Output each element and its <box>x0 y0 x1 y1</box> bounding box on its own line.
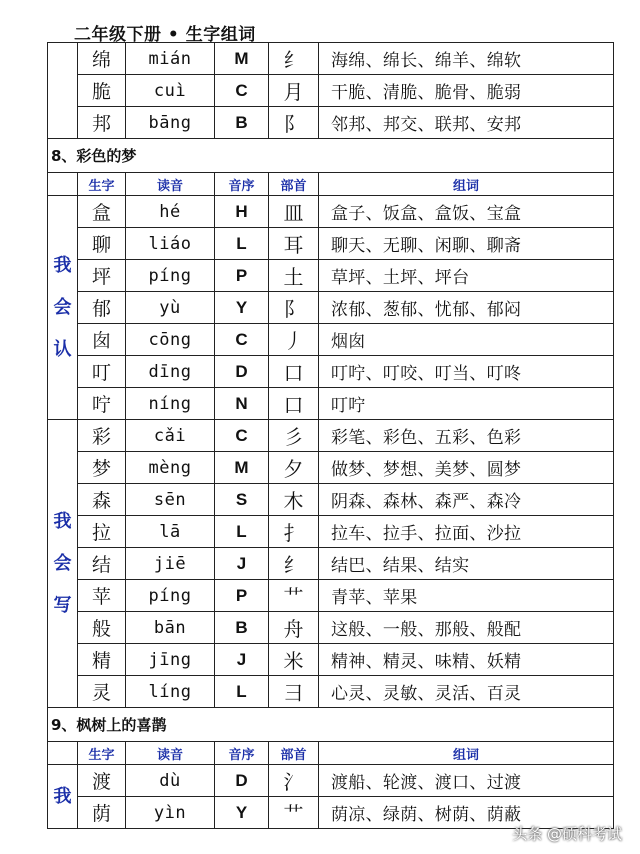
column-header-char: 生字 <box>78 173 126 196</box>
char-cell: 咛 <box>78 388 126 420</box>
pinyin-cell: bān <box>126 612 215 644</box>
words-cell: 结巴、结果、结实 <box>319 548 614 580</box>
order-letter-cell: C <box>215 420 269 452</box>
table-row <box>48 292 614 324</box>
char-cell: 苹 <box>78 580 126 612</box>
pinyin-cell: cuì <box>126 75 215 107</box>
char-cell: 叮 <box>78 356 126 388</box>
radical-cell: 阝 <box>269 292 319 324</box>
order-letter-cell: L <box>215 228 269 260</box>
column-header-row <box>48 742 614 765</box>
words-cell: 渡船、轮渡、渡口、过渡 <box>319 765 614 797</box>
group-label: 我 会 写 <box>48 420 78 708</box>
char-cell: 脆 <box>78 75 126 107</box>
radical-cell: 阝 <box>269 107 319 139</box>
radical-cell: 纟 <box>269 43 319 75</box>
radical-cell: 月 <box>269 75 319 107</box>
column-header-radical: 部首 <box>269 742 319 765</box>
words-cell: 海绵、绵长、绵羊、绵软 <box>319 43 614 75</box>
pinyin-cell: hé <box>126 196 215 228</box>
table-row <box>48 484 614 516</box>
radical-cell: 彡 <box>269 420 319 452</box>
order-letter-cell: B <box>215 107 269 139</box>
radical-cell: 彐 <box>269 676 319 708</box>
order-letter-cell: P <box>215 260 269 292</box>
table-row <box>48 676 614 708</box>
words-cell: 做梦、梦想、美梦、圆梦 <box>319 452 614 484</box>
radical-cell: 耳 <box>269 228 319 260</box>
pinyin-cell: liáo <box>126 228 215 260</box>
char-cell: 拉 <box>78 516 126 548</box>
table-row <box>48 107 614 139</box>
table-row <box>48 388 614 420</box>
column-header-words: 组词 <box>319 742 614 765</box>
group-label <box>48 43 78 139</box>
order-letter-cell: D <box>215 356 269 388</box>
table-row <box>48 260 614 292</box>
words-cell: 荫凉、绿荫、树荫、荫蔽 <box>319 797 614 829</box>
order-letter-cell: L <box>215 676 269 708</box>
char-cell: 彩 <box>78 420 126 452</box>
table-row <box>48 196 614 228</box>
vocab-table <box>47 42 614 829</box>
pinyin-cell: mèng <box>126 452 215 484</box>
column-header-pinyin: 读音 <box>126 173 215 196</box>
pinyin-cell: lā <box>126 516 215 548</box>
radical-cell: 夕 <box>269 452 319 484</box>
radical-cell: 口 <box>269 388 319 420</box>
char-cell: 邦 <box>78 107 126 139</box>
words-cell: 草坪、土坪、坪台 <box>319 260 614 292</box>
table-row <box>48 324 614 356</box>
radical-cell: 氵 <box>269 765 319 797</box>
pinyin-cell: bāng <box>126 107 215 139</box>
radical-cell: 皿 <box>269 196 319 228</box>
radical-cell: 舟 <box>269 612 319 644</box>
radical-cell: 米 <box>269 644 319 676</box>
char-cell: 结 <box>78 548 126 580</box>
column-header-pinyin: 读音 <box>126 742 215 765</box>
radical-cell: 纟 <box>269 548 319 580</box>
words-cell: 这般、一般、那般、般配 <box>319 612 614 644</box>
order-letter-cell: M <box>215 43 269 75</box>
order-letter-cell: S <box>215 484 269 516</box>
pinyin-cell: yù <box>126 292 215 324</box>
table-row <box>48 452 614 484</box>
lesson-title: 8、彩色的梦 <box>48 139 614 173</box>
table-row <box>48 612 614 644</box>
char-cell: 森 <box>78 484 126 516</box>
pinyin-cell: yìn <box>126 797 215 829</box>
char-cell: 坪 <box>78 260 126 292</box>
lesson-title: 9、枫树上的喜鹊 <box>48 708 614 742</box>
column-header-row <box>48 173 614 196</box>
order-letter-cell: C <box>215 75 269 107</box>
words-cell: 精神、精灵、味精、妖精 <box>319 644 614 676</box>
pinyin-cell: sēn <box>126 484 215 516</box>
order-letter-cell: L <box>215 516 269 548</box>
order-letter-cell: D <box>215 765 269 797</box>
order-letter-cell: J <box>215 644 269 676</box>
header-blank <box>48 742 78 765</box>
lesson-title-row <box>48 708 614 742</box>
char-cell: 盒 <box>78 196 126 228</box>
table-row <box>48 580 614 612</box>
words-cell: 心灵、灵敏、灵活、百灵 <box>319 676 614 708</box>
table-row <box>48 765 614 797</box>
pinyin-cell: jiē <box>126 548 215 580</box>
words-cell: 干脆、清脆、脆骨、脆弱 <box>319 75 614 107</box>
char-cell: 渡 <box>78 765 126 797</box>
table-row <box>48 75 614 107</box>
order-letter-cell: H <box>215 196 269 228</box>
watermark: 头条 @硕科考试 <box>512 825 622 843</box>
header-blank <box>48 173 78 196</box>
radical-cell: 艹 <box>269 580 319 612</box>
radical-cell: 扌 <box>269 516 319 548</box>
order-letter-cell: Y <box>215 292 269 324</box>
page-header-title: 二年级下册 • 生字组词 <box>74 25 256 45</box>
order-letter-cell: N <box>215 388 269 420</box>
order-letter-cell: P <box>215 580 269 612</box>
pinyin-cell: píng <box>126 260 215 292</box>
order-letter-cell: J <box>215 548 269 580</box>
words-cell: 聊天、无聊、闲聊、聊斋 <box>319 228 614 260</box>
column-header-order: 音序 <box>215 742 269 765</box>
lesson-title-row <box>48 139 614 173</box>
radical-cell: 木 <box>269 484 319 516</box>
group-label: 我 会 认 <box>48 196 78 420</box>
pinyin-cell: jīng <box>126 644 215 676</box>
char-cell: 聊 <box>78 228 126 260</box>
words-cell: 叮咛、叮咬、叮当、叮咚 <box>319 356 614 388</box>
radical-cell: 口 <box>269 356 319 388</box>
pinyin-cell: líng <box>126 676 215 708</box>
table-row <box>48 356 614 388</box>
column-header-words: 组词 <box>319 173 614 196</box>
column-header-char: 生字 <box>78 742 126 765</box>
radical-cell: 土 <box>269 260 319 292</box>
order-letter-cell: C <box>215 324 269 356</box>
pinyin-cell: dīng <box>126 356 215 388</box>
pinyin-cell: níng <box>126 388 215 420</box>
pinyin-cell: cōng <box>126 324 215 356</box>
order-letter-cell: Y <box>215 797 269 829</box>
char-cell: 梦 <box>78 452 126 484</box>
column-header-order: 音序 <box>215 173 269 196</box>
order-letter-cell: B <box>215 612 269 644</box>
char-cell: 荫 <box>78 797 126 829</box>
table-row <box>48 420 614 452</box>
column-header-radical: 部首 <box>269 173 319 196</box>
pinyin-cell: píng <box>126 580 215 612</box>
words-cell: 阴森、森林、森严、森冷 <box>319 484 614 516</box>
pinyin-cell: cǎi <box>126 420 215 452</box>
radical-cell: 艹 <box>269 797 319 829</box>
char-cell: 般 <box>78 612 126 644</box>
words-cell: 烟囱 <box>319 324 614 356</box>
pinyin-cell: mián <box>126 43 215 75</box>
words-cell: 彩笔、彩色、五彩、色彩 <box>319 420 614 452</box>
words-cell: 浓郁、葱郁、忧郁、郁闷 <box>319 292 614 324</box>
table-row <box>48 228 614 260</box>
char-cell: 绵 <box>78 43 126 75</box>
order-letter-cell: M <box>215 452 269 484</box>
table-row <box>48 43 614 75</box>
words-cell: 青苹、苹果 <box>319 580 614 612</box>
group-label: 我 <box>48 765 78 829</box>
char-cell: 囱 <box>78 324 126 356</box>
words-cell: 叮咛 <box>319 388 614 420</box>
words-cell: 拉车、拉手、拉面、沙拉 <box>319 516 614 548</box>
char-cell: 精 <box>78 644 126 676</box>
table-row <box>48 516 614 548</box>
char-cell: 灵 <box>78 676 126 708</box>
words-cell: 盒子、饭盒、盒饭、宝盒 <box>319 196 614 228</box>
words-cell: 邻邦、邦交、联邦、安邦 <box>319 107 614 139</box>
table-row <box>48 644 614 676</box>
pinyin-cell: dù <box>126 765 215 797</box>
radical-cell: 丿 <box>269 324 319 356</box>
char-cell: 郁 <box>78 292 126 324</box>
table-row <box>48 548 614 580</box>
